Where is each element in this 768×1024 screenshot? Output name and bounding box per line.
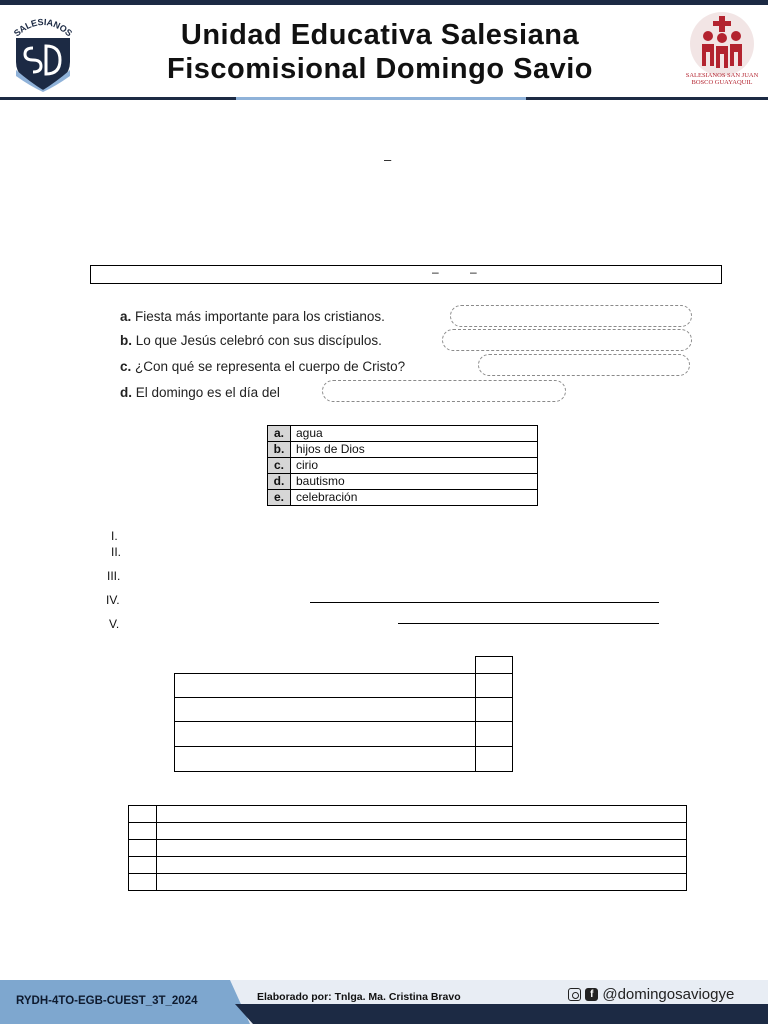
word-bank-row (268, 442, 538, 458)
table1 (174, 673, 513, 772)
word-bank-row (268, 426, 538, 442)
word-bank-row (268, 474, 538, 490)
word-bank-row (268, 490, 538, 506)
word-bank-table (267, 425, 538, 506)
facebook-icon: f (585, 988, 598, 1001)
answer-field-b[interactable] (442, 329, 692, 351)
header-top-bar (0, 0, 768, 5)
footer-dark-band (235, 1004, 768, 1024)
section-dash-2: – (470, 265, 477, 279)
table1-row-text[interactable] (174, 721, 476, 747)
table2-cell-small[interactable] (128, 856, 157, 874)
social-handle-text: @domingosaviogye (602, 986, 735, 1003)
table2-cell-wide[interactable] (156, 873, 687, 891)
question-letter: b. (120, 333, 132, 348)
table2-cell-wide[interactable] (156, 839, 687, 857)
question-letter: a. (120, 309, 132, 324)
word-bank-word: cirio (291, 458, 538, 474)
word-bank-word: bautismo (291, 474, 538, 490)
table1-row-box[interactable] (475, 746, 513, 772)
author-credit: Elaborado por: Tnlga. Ma. Cristina Bravo (257, 991, 461, 1003)
table1-header-cell (475, 656, 513, 674)
roman-item-4: IV. (106, 593, 120, 607)
table1-row-box[interactable] (475, 673, 513, 698)
table2-cell-wide[interactable] (156, 805, 687, 823)
school-name (120, 18, 640, 86)
question-b (120, 333, 382, 348)
word-bank-letter: c. (268, 458, 291, 474)
table1-row-text[interactable] (174, 697, 476, 722)
school-name-line1: Unidad Educativa Salesiana (180, 19, 580, 51)
document-code: RYDH-4TO-EGB-CUEST_3T_2024 (16, 995, 198, 1007)
roman-item-3: III. (107, 569, 121, 583)
table2-cell-small[interactable] (128, 873, 157, 891)
table1-row-box[interactable] (475, 697, 513, 722)
word-bank-letter: d. (268, 474, 291, 490)
table2-cell-small[interactable] (128, 839, 157, 857)
answer-line-4[interactable] (310, 602, 659, 603)
question-letter: d. (120, 385, 132, 400)
top-dash-mark: – (384, 152, 392, 167)
instagram-icon (568, 988, 581, 1001)
question-letter: c. (120, 359, 132, 374)
table1-row-text[interactable] (174, 746, 476, 772)
section-dash-1: – (432, 265, 439, 279)
right-logo-text: SALESIANOS SAN JUAN BOSCO GUAYAQUIL (685, 72, 759, 86)
table1-row-text[interactable] (174, 673, 476, 698)
question-text: ¿Con qué se representa el cuerpo de Cristo? (135, 359, 406, 374)
word-bank-word: hijos de Dios (291, 442, 538, 458)
table2-cell-small[interactable] (128, 822, 157, 840)
table2-cell-small[interactable] (128, 805, 157, 823)
roman-item-2: II. (111, 545, 122, 559)
roman-item-1: I. (111, 529, 118, 543)
answer-line-5[interactable] (398, 623, 659, 624)
question-text: Fiesta más importante para los cristianos. (135, 309, 385, 324)
question-c (120, 359, 405, 374)
left-logo-text: SALESIANOS (11, 16, 75, 39)
salesianos-shield-logo (10, 10, 76, 92)
table2 (128, 805, 687, 891)
question-d (120, 385, 280, 400)
question-text: Lo que Jesús celebró con sus discípulos. (135, 333, 382, 348)
word-bank-letter: e. (268, 490, 291, 506)
word-bank-row (268, 458, 538, 474)
answer-field-a[interactable] (450, 305, 692, 327)
question-a (120, 309, 385, 324)
social-handle (568, 986, 734, 1003)
answer-field-c[interactable] (478, 354, 690, 376)
roman-item-5: V. (109, 617, 120, 631)
table1-row-box[interactable] (475, 721, 513, 747)
section-title-box (90, 265, 722, 284)
svg-text:SALESIANOS (12, 17, 74, 38)
answer-field-d[interactable] (322, 380, 566, 402)
school-name-line2: Fiscomisional Domingo Savio (166, 53, 593, 85)
table2-cell-wide[interactable] (156, 856, 687, 874)
table2-cell-wide[interactable] (156, 822, 687, 840)
question-text: El domingo es el día del (135, 385, 280, 400)
header-divider-accent (236, 97, 526, 100)
word-bank-letter: b. (268, 442, 291, 458)
word-bank-word: agua (291, 426, 538, 442)
word-bank-letter: a. (268, 426, 291, 442)
word-bank-word: celebración (291, 490, 538, 506)
